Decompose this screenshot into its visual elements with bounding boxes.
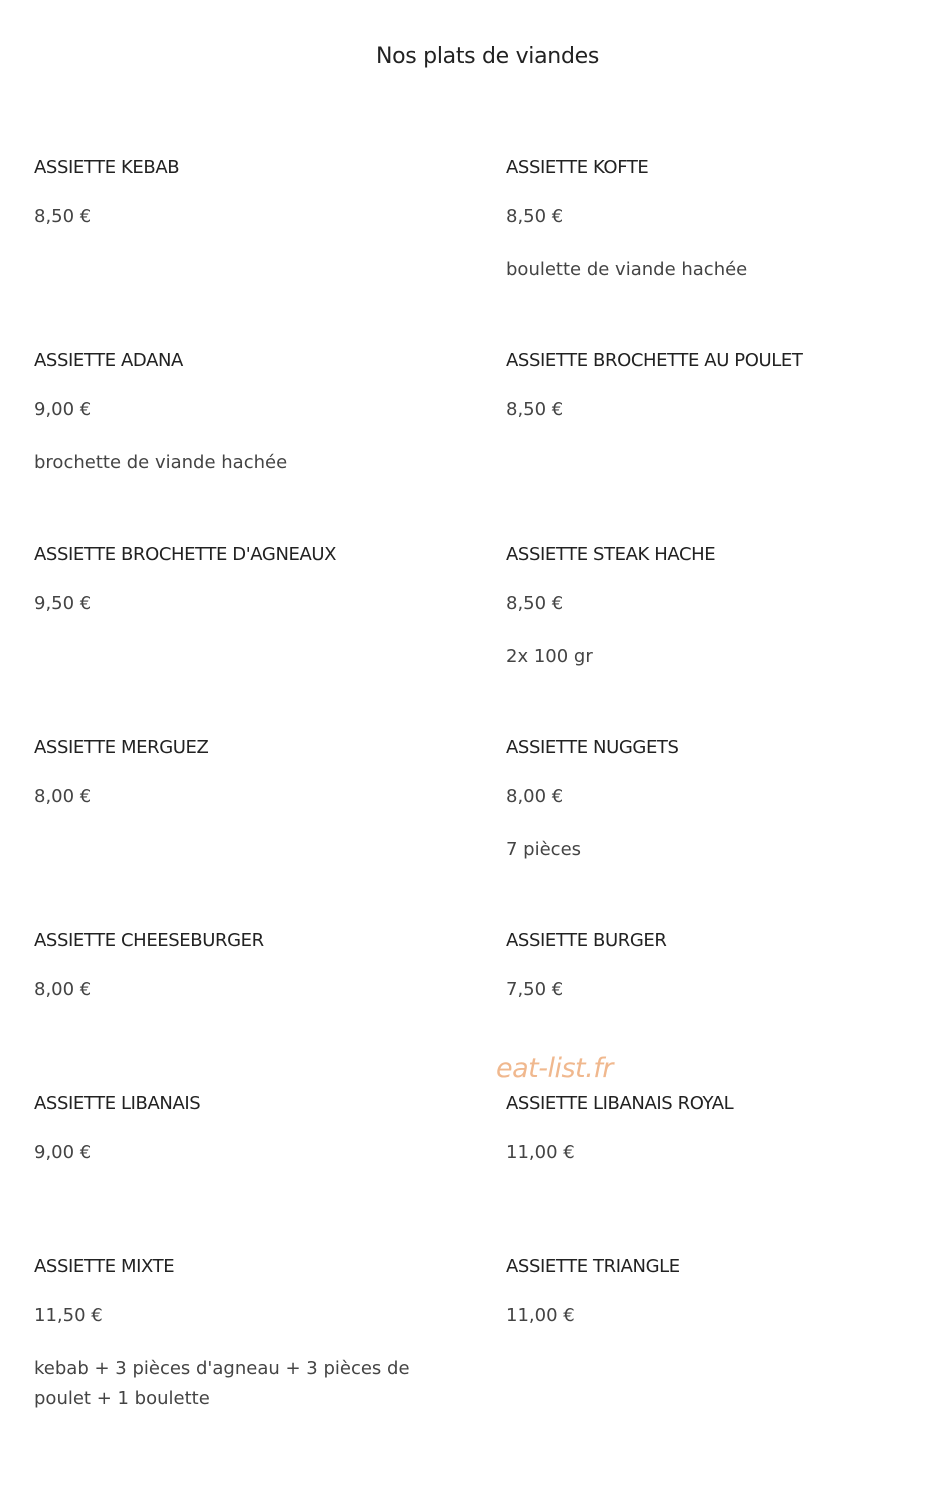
menu-item bbox=[506, 1255, 926, 1328]
menu-item-name: ASSIETTE BURGER bbox=[506, 930, 667, 951]
menu-item-price: 9,00 € bbox=[34, 1142, 92, 1163]
menu-item bbox=[506, 736, 926, 865]
menu-item bbox=[34, 543, 454, 616]
menu-item-description: 7 pièces bbox=[506, 839, 582, 860]
menu-item-description: kebab + 3 pièces d'agneau + 3 pièces de poulet + 1 boulette bbox=[34, 1358, 410, 1409]
menu-item-name: ASSIETTE BROCHETTE D'AGNEAUX bbox=[34, 544, 337, 565]
menu-item-name: ASSIETTE MERGUEZ bbox=[34, 737, 209, 758]
menu-item-name: ASSIETTE CHEESEBURGER bbox=[34, 930, 264, 951]
menu-item-name: ASSIETTE KEBAB bbox=[34, 157, 180, 178]
menu-item-name: ASSIETTE TRIANGLE bbox=[506, 1256, 680, 1277]
watermark: eat-list.fr bbox=[496, 1053, 613, 1084]
menu-item-name: ASSIETTE MIXTE bbox=[34, 1256, 175, 1277]
menu-item bbox=[34, 929, 454, 1002]
menu-item-description: 2x 100 gr bbox=[506, 646, 593, 667]
menu-item-price: 8,50 € bbox=[34, 206, 92, 227]
menu-item-price: 8,00 € bbox=[34, 786, 92, 807]
menu-item-name: ASSIETTE ADANA bbox=[34, 350, 183, 371]
menu-item-name: ASSIETTE STEAK HACHE bbox=[506, 544, 716, 565]
menu-item-price: 11,00 € bbox=[506, 1142, 575, 1163]
menu-item-price: 8,50 € bbox=[506, 206, 564, 227]
menu-item-name: ASSIETTE LIBANAIS bbox=[34, 1093, 201, 1114]
menu-item-price: 9,50 € bbox=[34, 593, 92, 614]
menu-item bbox=[34, 349, 454, 478]
menu-item-description: brochette de viande hachée bbox=[34, 452, 288, 473]
menu-item-price: 8,50 € bbox=[506, 593, 564, 614]
menu-item-price: 7,50 € bbox=[506, 979, 564, 1000]
menu-item bbox=[34, 736, 454, 809]
menu-item-price: 11,50 € bbox=[34, 1305, 103, 1326]
menu-item-price: 9,00 € bbox=[34, 399, 92, 420]
menu-item-price: 8,00 € bbox=[34, 979, 92, 1000]
menu-item-price: 8,00 € bbox=[506, 786, 564, 807]
menu-item-name: ASSIETTE NUGGETS bbox=[506, 737, 679, 758]
menu-item bbox=[506, 1092, 926, 1165]
menu-item bbox=[34, 156, 454, 229]
menu-item bbox=[34, 1092, 454, 1165]
menu-item-name: ASSIETTE BROCHETTE AU POULET bbox=[506, 350, 803, 371]
menu-item bbox=[506, 156, 926, 285]
menu-item-name: ASSIETTE KOFTE bbox=[506, 157, 649, 178]
menu-item-price: 8,50 € bbox=[506, 399, 564, 420]
menu-item-name: ASSIETTE LIBANAIS ROYAL bbox=[506, 1093, 734, 1114]
menu-item bbox=[34, 1255, 454, 1414]
menu-item bbox=[506, 349, 926, 422]
menu-item-price: 11,00 € bbox=[506, 1305, 575, 1326]
menu-item-description: boulette de viande hachée bbox=[506, 259, 748, 280]
menu-item bbox=[506, 543, 926, 672]
page-title: Nos plats de viandes bbox=[375, 44, 600, 69]
menu-item bbox=[506, 929, 926, 1002]
